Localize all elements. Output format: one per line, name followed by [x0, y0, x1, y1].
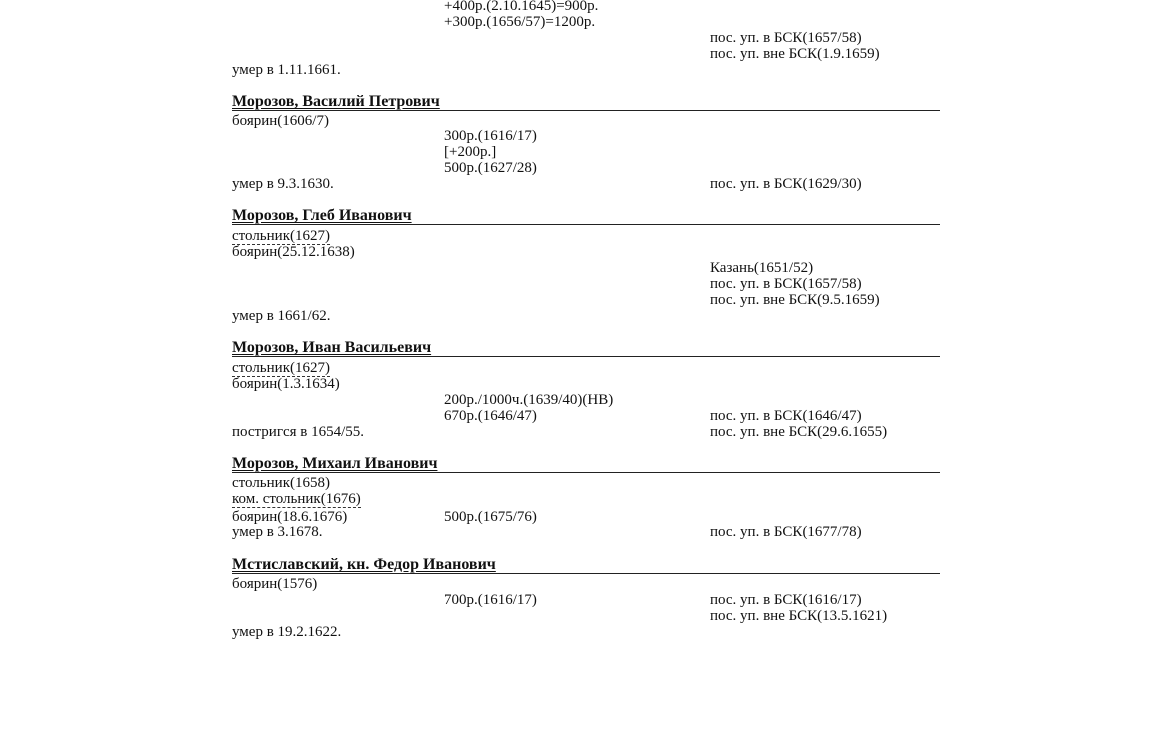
person-name: Морозов, Михаил Иванович [232, 455, 438, 472]
person-name: Морозов, Василий Петрович [232, 93, 440, 110]
rank-line: боярин(1.3.1634) [232, 376, 340, 392]
income-line: [+200р.] [444, 144, 497, 160]
income-line: 700р.(1616/17) [444, 592, 537, 608]
person-name: Морозов, Глеб Иванович [232, 207, 412, 224]
note-line: пос. уп. в БСК(1657/58) [710, 276, 862, 292]
income-line: 300р.(1616/17) [444, 128, 537, 144]
note-line: пос. уп. вне БСК(9.5.1659) [710, 292, 880, 308]
income-line: 500р.(1627/28) [444, 160, 537, 176]
divider-rule [232, 472, 940, 473]
death-line: умер в 19.2.1622. [232, 624, 342, 640]
death-line: постригся в 1654/55. [232, 424, 365, 440]
death-line: умер в 1.11.1661. [232, 62, 341, 78]
income-line: 500р.(1675/76) [444, 509, 537, 525]
note-line: пос. уп. в БСК(1646/47) [710, 408, 862, 424]
death-line: умер в 3.1678. [232, 524, 323, 540]
divider-rule [232, 110, 940, 111]
person-name: Морозов, Иван Васильевич [232, 339, 432, 356]
death-line: умер в 1661/62. [232, 308, 331, 324]
income-line: +300р.(1656/57)=1200р. [444, 14, 596, 30]
note-line: пос. уп. в БСК(1616/17) [710, 592, 862, 608]
rank-line: боярин(18.6.1676) [232, 509, 348, 525]
income-line: 670р.(1646/47) [444, 408, 537, 424]
note-line: пос. уп. в БСК(1629/30) [710, 176, 862, 192]
divider-rule [232, 356, 940, 357]
rank-line: боярин(1606/7) [232, 113, 329, 129]
note-line: пос. уп. вне БСК(29.6.1655) [710, 424, 888, 440]
death-line: умер в 9.3.1630. [232, 176, 334, 192]
note-line: пос. уп. в БСК(1677/78) [710, 524, 862, 540]
note-line: пос. уп. в БСК(1657/58) [710, 30, 862, 46]
rank-line: боярин(25.12.1638) [232, 244, 355, 260]
rank-line: ком. стольник(1676) [232, 491, 361, 507]
divider-rule [232, 573, 940, 574]
income-line: +400р.(2.10.1645)=900р. [444, 0, 599, 14]
person-name: Мстиславский, кн. Федор Иванович [232, 556, 496, 573]
rank-line: боярин(1576) [232, 576, 318, 592]
rank-line: стольник(1658) [232, 475, 330, 491]
note-line: Казань(1651/52) [710, 260, 814, 276]
rank-line: стольник(1627) [232, 360, 330, 376]
note-line: пос. уп. вне БСК(1.9.1659) [710, 46, 880, 62]
rank-line: стольник(1627) [232, 228, 330, 244]
income-line: 200р./1000ч.(1639/40)(НВ) [444, 392, 614, 408]
divider-rule [232, 224, 940, 225]
note-line: пос. уп. вне БСК(13.5.1621) [710, 608, 888, 624]
